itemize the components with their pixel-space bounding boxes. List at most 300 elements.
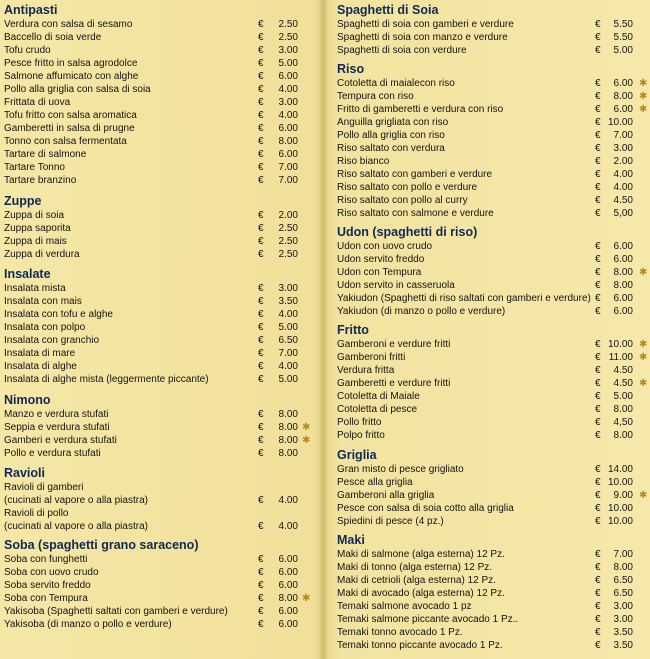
currency-symbol: € — [258, 32, 264, 43]
item-name: Soba con funghetti — [4, 554, 88, 565]
menu-item — [4, 18, 304, 31]
section-title: Ravioli — [4, 466, 45, 480]
currency-symbol: € — [258, 71, 264, 82]
currency-symbol: € — [258, 606, 264, 617]
item-name: Insalata mista — [4, 283, 66, 294]
menu-item — [4, 481, 304, 494]
item-price: 10.00 — [607, 477, 633, 488]
menu-item — [337, 463, 647, 476]
currency-symbol: € — [595, 352, 601, 363]
currency-symbol: € — [258, 322, 264, 333]
recommended-star-icon: ✱ — [639, 490, 648, 501]
menu-item — [4, 83, 304, 96]
item-price: 9.00 — [613, 490, 633, 501]
currency-symbol: € — [595, 143, 601, 154]
item-name: Tartare branzino — [4, 175, 77, 186]
item-price: 7.00 — [278, 175, 298, 186]
item-price: 8.00 — [613, 91, 633, 102]
item-price: 3.00 — [613, 614, 633, 625]
item-price: 3.50 — [278, 296, 298, 307]
item-name: Riso saltato con salmone e verdure — [337, 208, 494, 219]
item-name: Verdura fritta — [337, 365, 395, 376]
menu-item — [4, 553, 304, 566]
section-title: Zuppe — [4, 194, 42, 208]
item-name: Tofu crudo — [4, 45, 51, 56]
currency-symbol: € — [595, 45, 601, 56]
menu-item — [337, 364, 647, 377]
section-title: Riso — [337, 62, 365, 76]
item-name: Insalata con granchio — [4, 335, 100, 346]
menu-item — [4, 70, 304, 83]
menu-item — [337, 77, 647, 90]
item-price: 6.00 — [613, 78, 633, 89]
item-name: Frittata di uova — [4, 97, 71, 108]
item-name: Spaghetti di soia con gamberi e verdure — [337, 19, 514, 30]
menu-item — [337, 476, 647, 489]
currency-symbol: € — [595, 464, 601, 475]
menu-item — [337, 561, 647, 574]
item-name: Verdura con salsa di sesamo — [4, 19, 133, 30]
recommended-star-icon: ✱ — [639, 78, 648, 89]
item-name: Ravioli di gamberi — [4, 482, 84, 493]
item-price: 10.00 — [607, 516, 633, 527]
item-name: Yakisoba (Spaghetti saltati con gamberi e verdure) — [4, 606, 228, 617]
item-name: Anguilla grigliata con riso — [337, 117, 449, 128]
item-list — [337, 548, 647, 652]
item-name: Temaki salmone piccante avocado 1 Pz.. — [337, 614, 519, 625]
section-fritto — [337, 322, 647, 442]
item-name: Zuppa di soia — [4, 210, 65, 221]
menu-item — [4, 520, 304, 533]
section-soba — [4, 537, 311, 631]
item-price: 8.00 — [278, 422, 298, 433]
item-list — [4, 481, 304, 533]
section-spaghetti — [337, 2, 647, 57]
currency-symbol: € — [258, 309, 264, 320]
currency-symbol: € — [595, 195, 601, 206]
menu-item — [4, 122, 304, 135]
menu-item — [4, 579, 304, 592]
section-nimono — [4, 392, 311, 460]
recommended-star-icon: ✱ — [639, 91, 648, 102]
item-price: 5.00 — [278, 58, 298, 69]
item-price: 6.00 — [278, 580, 298, 591]
item-price: 6.50 — [613, 575, 633, 586]
item-price: 6.00 — [613, 254, 633, 265]
menu-item — [337, 613, 647, 626]
item-name: Gran misto di pesce grigliato — [337, 464, 464, 475]
currency-symbol: € — [595, 490, 601, 501]
currency-symbol: € — [258, 435, 264, 446]
item-price: 5.00 — [278, 374, 298, 385]
menu-item — [4, 566, 304, 579]
item-name: Gamberoni alla griglia — [337, 490, 435, 501]
item-name: Cotoletta di pesce — [337, 404, 418, 415]
item-price: 6.00 — [613, 306, 633, 317]
currency-symbol: € — [258, 567, 264, 578]
item-price: 4.00 — [613, 182, 633, 193]
menu-item — [337, 377, 647, 390]
section-antipasti — [4, 2, 304, 187]
item-price: 5.00 — [613, 391, 633, 402]
currency-symbol: € — [595, 588, 601, 599]
item-name: Yakiudon (Spaghetti di riso saltati con gamberi e verdure) — [337, 293, 591, 304]
currency-symbol: € — [258, 249, 264, 260]
currency-symbol: € — [595, 516, 601, 527]
item-price: 8.00 — [613, 430, 633, 441]
item-name: Insalata di alghe mista (leggermente piccante) — [4, 374, 209, 385]
item-price: 2.00 — [613, 156, 633, 167]
item-list — [4, 282, 304, 386]
item-price: 7.00 — [613, 130, 633, 141]
item-price: 6.00 — [613, 241, 633, 252]
menu-item — [4, 421, 311, 434]
item-name: Temaki tonno piccante avocado 1 Pz. — [337, 640, 503, 651]
currency-symbol: € — [595, 208, 601, 219]
currency-symbol: € — [258, 58, 264, 69]
menu-item — [4, 44, 304, 57]
menu-item — [337, 515, 647, 528]
menu-item — [4, 174, 304, 187]
menu-item — [337, 155, 647, 168]
menu-item — [337, 639, 647, 652]
currency-symbol: € — [595, 280, 601, 291]
menu-item — [337, 168, 647, 181]
item-name: Soba con Tempura — [4, 593, 88, 604]
item-name: Insalata con mais — [4, 296, 82, 307]
item-price: 7.00 — [613, 549, 633, 560]
currency-symbol: € — [595, 241, 601, 252]
item-name: Soba con uovo crudo — [4, 567, 99, 578]
item-name: Insalata di alghe — [4, 361, 77, 372]
item-name: Maki di tonno (alga esterna) 12 Pz. — [337, 562, 493, 573]
item-list — [337, 463, 647, 528]
item-name: Pollo e verdura stufati — [4, 448, 101, 459]
menu-item — [337, 626, 647, 639]
currency-symbol: € — [258, 162, 264, 173]
item-list — [4, 408, 311, 460]
item-name: Riso saltato con verdura — [337, 143, 445, 154]
item-price: 3.00 — [613, 143, 633, 154]
item-price: 4.00 — [278, 84, 298, 95]
item-price: 2.50 — [278, 236, 298, 247]
item-name: Pollo alla griglia con riso — [337, 130, 445, 141]
currency-symbol: € — [258, 236, 264, 247]
menu-item — [337, 351, 647, 364]
item-name: Temaki tonno avocado 1 Pz. — [337, 627, 463, 638]
item-name: Maki di salmone (alga esterna) 12 Pz. — [337, 549, 505, 560]
currency-symbol: € — [258, 149, 264, 160]
currency-symbol: € — [258, 97, 264, 108]
item-name: Insalata con tofu e alghe — [4, 309, 113, 320]
menu-item — [337, 116, 647, 129]
item-name: Gamberoni e verdure fritti — [337, 339, 451, 350]
menu-item — [337, 194, 647, 207]
item-price: 6.50 — [278, 335, 298, 346]
menu-item — [4, 148, 304, 161]
currency-symbol: € — [595, 575, 601, 586]
currency-symbol: € — [258, 348, 264, 359]
item-price: 11.00 — [608, 352, 633, 363]
item-price: 10.00 — [607, 339, 633, 350]
menu-item — [337, 253, 647, 266]
item-price: 6.00 — [278, 567, 298, 578]
menu-item — [337, 338, 647, 351]
menu-item — [4, 161, 304, 174]
item-name: Yakiudon (di manzo o pollo e verdure) — [337, 306, 506, 317]
currency-symbol: € — [595, 19, 601, 30]
right-column — [337, 2, 647, 652]
section-ravioli — [4, 465, 304, 533]
item-price: 4.00 — [613, 169, 633, 180]
section-title: Soba (spaghetti grano saraceno) — [4, 538, 199, 552]
currency-symbol: € — [258, 110, 264, 121]
item-list — [4, 18, 304, 187]
section-title: Udon (spaghetti di riso) — [337, 225, 478, 239]
recommended-star-icon: ✱ — [639, 378, 648, 389]
item-name: Gamberoni fritti — [337, 352, 406, 363]
item-price: 6.00 — [278, 71, 298, 82]
item-price: 6.00 — [613, 104, 633, 115]
item-price: 4.50 — [613, 365, 633, 376]
item-price: 10.00 — [607, 117, 633, 128]
item-price: 4.50 — [613, 195, 633, 206]
item-price: 5.00 — [278, 322, 298, 333]
menu-item — [4, 135, 304, 148]
menu-item — [337, 44, 647, 57]
item-price: 4.50 — [613, 378, 633, 389]
currency-symbol: € — [258, 210, 264, 221]
item-name: Riso bianco — [337, 156, 390, 167]
currency-symbol: € — [258, 409, 264, 420]
item-price: 14.00 — [607, 464, 633, 475]
currency-symbol: € — [595, 614, 601, 625]
item-price: 8.00 — [613, 562, 633, 573]
item-list — [337, 18, 647, 57]
menu-item — [4, 31, 304, 44]
item-name: Salmone affumicato con alghe — [4, 71, 139, 82]
currency-symbol: € — [595, 378, 601, 389]
item-price: 8.00 — [613, 280, 633, 291]
currency-symbol: € — [595, 549, 601, 560]
currency-symbol: € — [258, 123, 264, 134]
item-name: Tofu fritto con salsa aromatica — [4, 110, 137, 121]
menu-item — [337, 502, 647, 515]
item-name: Polpo fritto — [337, 430, 385, 441]
section-title: Maki — [337, 533, 365, 547]
menu-item — [337, 279, 647, 292]
menu-item — [4, 235, 304, 248]
currency-symbol: € — [258, 554, 264, 565]
menu-item — [337, 292, 647, 305]
menu-item — [4, 408, 304, 421]
item-price: 8.00 — [278, 136, 298, 147]
item-price: 8.00 — [613, 267, 633, 278]
menu-item — [4, 295, 304, 308]
item-price: 4.00 — [278, 361, 298, 372]
section-griglia — [337, 447, 647, 528]
item-name: Pesce alla griglia — [337, 477, 413, 488]
item-name: Udon servito freddo — [337, 254, 425, 265]
item-name: Cotoletta di maialecon riso — [337, 78, 455, 89]
currency-symbol: € — [595, 627, 601, 638]
menu-item — [337, 587, 647, 600]
currency-symbol: € — [258, 495, 264, 506]
menu-item — [337, 548, 647, 561]
item-price: 6.00 — [278, 619, 298, 630]
recommended-star-icon: ✱ — [639, 104, 648, 115]
item-name: Spaghetti di soia con verdure — [337, 45, 467, 56]
item-name: Zuppa di mais — [4, 236, 67, 247]
recommended-star-icon: ✱ — [302, 422, 311, 433]
currency-symbol: € — [258, 84, 264, 95]
item-price: 2.50 — [278, 249, 298, 260]
item-name: Spiedini di pesce (4 pz.) — [337, 516, 444, 527]
item-price: 4.00 — [278, 309, 298, 320]
page-fold — [318, 0, 328, 659]
item-price: 3.50 — [613, 627, 633, 638]
menu-item — [4, 373, 304, 386]
section-maki — [337, 532, 647, 652]
currency-symbol: € — [595, 404, 601, 415]
menu-item — [4, 605, 304, 618]
item-name: Riso saltato con pollo e verdure — [337, 182, 478, 193]
currency-symbol: € — [258, 175, 264, 186]
item-price: 4,50 — [613, 417, 633, 428]
recommended-star-icon: ✱ — [639, 352, 648, 363]
menu-item — [337, 31, 647, 44]
item-name: Ravioli di pollo — [4, 508, 69, 519]
currency-symbol: € — [595, 267, 601, 278]
currency-symbol: € — [595, 601, 601, 612]
item-price: 7.00 — [278, 348, 298, 359]
currency-symbol: € — [258, 448, 264, 459]
menu-item — [4, 57, 304, 70]
item-name: Gamberetti e verdure fritti — [337, 378, 451, 389]
item-name: Tartare Tonno — [4, 162, 65, 173]
recommended-star-icon: ✱ — [639, 339, 648, 350]
item-name: Tempura con riso — [337, 91, 414, 102]
item-price: 8.00 — [278, 435, 298, 446]
currency-symbol: € — [258, 374, 264, 385]
item-price: 8.00 — [278, 409, 298, 420]
currency-symbol: € — [258, 296, 264, 307]
item-name: Riso saltato con pollo al curry — [337, 195, 468, 206]
item-price: 4.00 — [278, 110, 298, 121]
item-price: 3.00 — [278, 97, 298, 108]
menu-item — [4, 334, 304, 347]
currency-symbol: € — [258, 422, 264, 433]
item-price: 8.00 — [613, 404, 633, 415]
currency-symbol: € — [595, 477, 601, 488]
item-name: Cotoletta di Maiale — [337, 391, 420, 402]
currency-symbol: € — [595, 117, 601, 128]
left-column — [4, 2, 311, 631]
currency-symbol: € — [595, 182, 601, 193]
currency-symbol: € — [595, 391, 601, 402]
currency-symbol: € — [595, 169, 601, 180]
section-insalate — [4, 266, 304, 386]
item-list — [337, 77, 647, 220]
menu-item — [4, 434, 311, 447]
item-name: Riso saltato con gamberi e verdure — [337, 169, 493, 180]
item-price: 2.50 — [278, 32, 298, 43]
menu-item — [337, 489, 647, 502]
item-name: Temaki salmone avocado 1 pz — [337, 601, 472, 612]
item-price: 7.00 — [278, 162, 298, 173]
item-price: 5.50 — [613, 19, 633, 30]
menu-item — [337, 429, 647, 442]
item-name: Tonno con salsa fermentata — [4, 136, 127, 147]
item-price: 6.00 — [278, 606, 298, 617]
currency-symbol: € — [258, 136, 264, 147]
item-name: (cucinati al vapore o alla piastra) — [4, 495, 148, 506]
menu-item — [4, 507, 304, 520]
menu-item — [337, 266, 647, 279]
menu-item — [337, 574, 647, 587]
currency-symbol: € — [595, 130, 601, 141]
item-price: 2.50 — [278, 19, 298, 30]
item-name: (cucinati al vapore o alla piastra) — [4, 521, 148, 532]
item-price: 4.00 — [278, 495, 298, 506]
item-name: Maki di avocado (alga esterna) 12 Pz. — [337, 588, 505, 599]
item-price: 3.50 — [613, 640, 633, 651]
item-name: Zuppa saporita — [4, 223, 71, 234]
currency-symbol: € — [258, 521, 264, 532]
section-title: Antipasti — [4, 3, 58, 17]
section-title: Griglia — [337, 448, 377, 462]
item-price: 3.00 — [278, 283, 298, 294]
currency-symbol: € — [595, 104, 601, 115]
item-price: 3.00 — [278, 45, 298, 56]
menu-item — [337, 305, 647, 318]
menu-item — [4, 308, 304, 321]
currency-symbol: € — [595, 562, 601, 573]
item-name: Fritto di gamberetti e verdura con riso — [337, 104, 504, 115]
item-name: Spaghetti di soia con manzo e verdure — [337, 32, 508, 43]
menu-item — [4, 447, 304, 460]
item-list — [4, 209, 304, 261]
menu-item — [4, 282, 304, 295]
item-name: Pollo fritto — [337, 417, 382, 428]
currency-symbol: € — [595, 430, 601, 441]
item-price: 5.00 — [613, 45, 633, 56]
menu-item — [4, 96, 304, 109]
item-price: 6.00 — [613, 293, 633, 304]
item-list — [4, 553, 311, 631]
menu-item — [337, 240, 647, 253]
menu-item — [337, 390, 647, 403]
currency-symbol: € — [595, 91, 601, 102]
menu-item — [337, 600, 647, 613]
item-name: Pollo alla griglia con salsa di soia — [4, 84, 151, 95]
item-name: Pesce con salsa di soia cotto alla griglia — [337, 503, 514, 514]
currency-symbol: € — [595, 156, 601, 167]
item-name: Insalata di mare — [4, 348, 76, 359]
section-title: Spaghetti di Soia — [337, 3, 439, 17]
currency-symbol: € — [258, 361, 264, 372]
menu-item — [337, 207, 647, 220]
currency-symbol: € — [258, 45, 264, 56]
item-name: Maki di cetrioli (alga esterna) 12 Pz. — [337, 575, 496, 586]
item-name: Udon servito in casseruola — [337, 280, 455, 291]
item-name: Soba servito freddo — [4, 580, 91, 591]
menu-item — [4, 248, 304, 261]
currency-symbol: € — [595, 254, 601, 265]
currency-symbol: € — [595, 503, 601, 514]
item-price: 3.00 — [613, 601, 633, 612]
currency-symbol: € — [595, 339, 601, 350]
